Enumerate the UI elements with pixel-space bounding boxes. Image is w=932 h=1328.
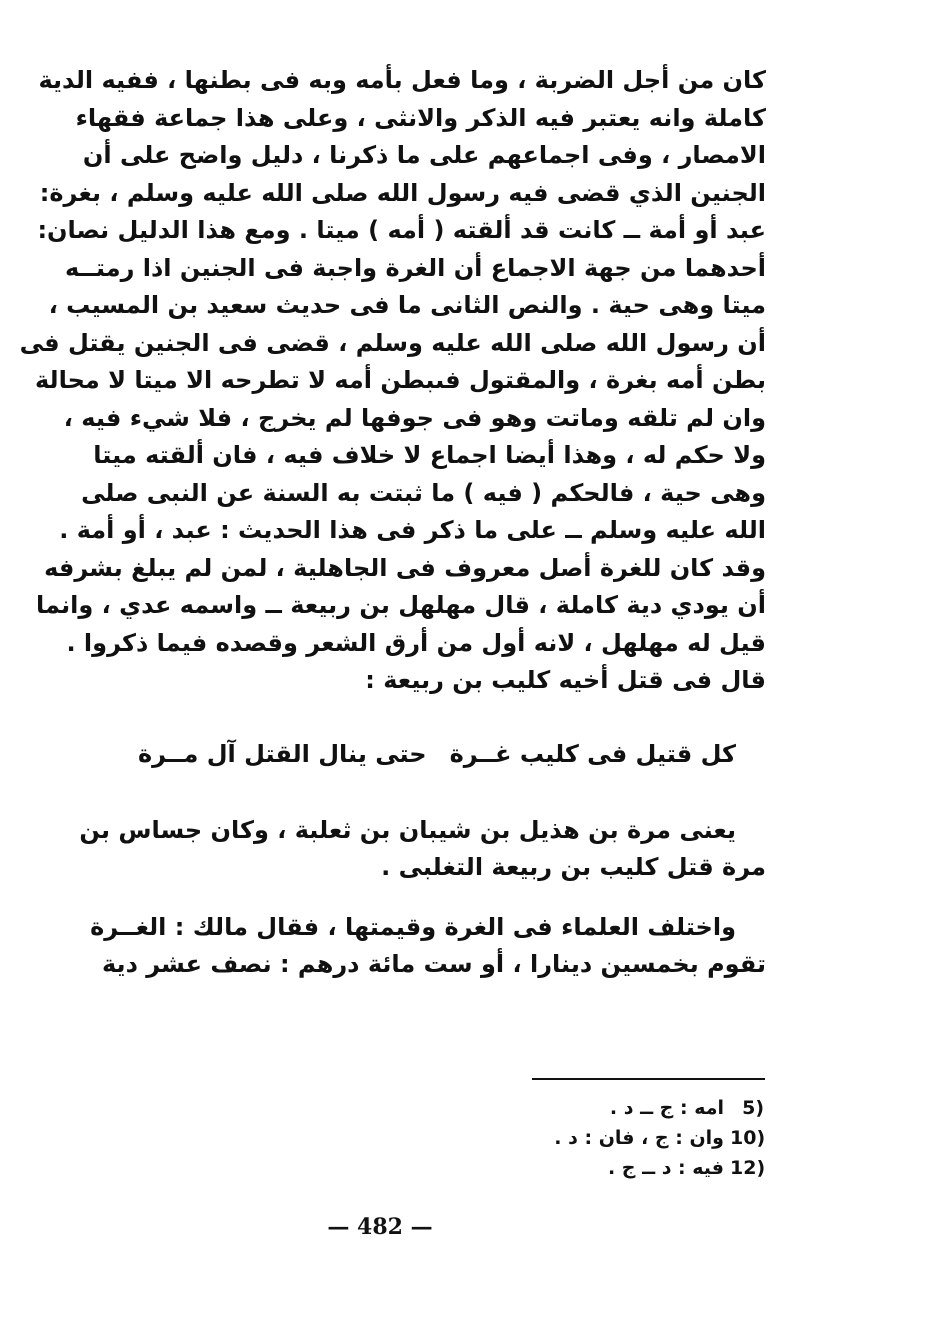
footnote-item bbox=[464, 1123, 764, 1153]
footnote-divider bbox=[532, 1078, 765, 1080]
text-line: الجنين الذي قضى فيه رسول الله صلى الله عليه وسلم ، بغرة: bbox=[39, 178, 766, 207]
text-line: أحدهما من جهة الاجماع أن الغرة واجبة فى الجنين اذا رمتــه bbox=[64, 253, 766, 282]
text-line: أن يودي دية كاملة ، قال مهلهل بن ربيعة ــ واسمه عدي ، وانما bbox=[36, 591, 766, 619]
text-line: وقد كان للغرة أصل معروف فى الجاهلية ، لمن لم يبلغ بشرفه bbox=[44, 553, 766, 582]
text-line: قال فى قتل أخيه كليب بن ربيعة : bbox=[365, 666, 766, 694]
text-line: الامصار ، وفى اجماعهم على ما ذكرنا ، دليل واضح على أن bbox=[82, 141, 766, 169]
text-line: كاملة وانه يعتبر فيه الذكر والانثى ، وعلى هذا جماعة فقهاء bbox=[75, 103, 766, 132]
text-line: وهى حية ، فالحكم ( فيه ) ما ثبتت به السنة عن النبى صلى bbox=[81, 478, 766, 507]
text-line: مرة قتل كليب بن ربيعة التغلبى . bbox=[381, 853, 766, 881]
footnote-text: فيه : د ــ ج . bbox=[607, 1157, 724, 1179]
text-line: قيل له مهلهل ، لانه أول من أرق الشعر وقصده فيما ذكروا . bbox=[66, 628, 766, 657]
text-line: يعنى مرة بن هذيل بن شيبان بن ثعلبة ، وكان جساس بن bbox=[79, 815, 736, 844]
text-line: أن رسول الله صلى الله عليه وسلم ، قضى فى الجنين يقتل فى bbox=[19, 328, 766, 357]
text-line: بطن أمه بغرة ، والمقتول فىبطن أمه لا تطرحه الا ميتا لا محالة bbox=[35, 366, 766, 394]
text-line: ميتا وهى حية . والنص الثانى ما فى حديث سعيد بن المسيب ، bbox=[48, 291, 766, 319]
verse-hemistich-second: حتى ينال القتل آل مــرة bbox=[138, 739, 427, 768]
verse-hemistich-first: كل قتيل فى كليب غــرة bbox=[449, 739, 736, 768]
text-line: عبد أو أمة ــ كانت قد ألقته ( أمه ) ميتا . ومع هذا الدليل نصان: bbox=[37, 216, 766, 244]
footnote-number: 10) bbox=[730, 1127, 766, 1149]
poetry-verse bbox=[108, 734, 766, 774]
footnote-number: 5) bbox=[742, 1097, 764, 1119]
page-number: — 482 — bbox=[327, 1214, 433, 1240]
footnote-number: 12) bbox=[730, 1157, 766, 1179]
footnotes bbox=[464, 1093, 764, 1183]
text-line: ولا حكم له ، وهذا أيضا اجماع لا خلاف فيه ، فان ألقته ميتا bbox=[93, 441, 766, 469]
text-line: تقوم بخمسين دينارا ، أو ست مائة درهم : نصف عشر دية bbox=[102, 950, 766, 978]
footnote-text: وان : ج ، فان : د . bbox=[554, 1127, 724, 1149]
footnote-item bbox=[464, 1093, 764, 1123]
text-line: واختلف العلماء فى الغرة وقيمتها ، فقال مالك : الغــرة bbox=[90, 912, 736, 941]
footnote-text: امه : ج ــ د . bbox=[609, 1097, 724, 1119]
page-body bbox=[19, 62, 766, 984]
footnote-item bbox=[464, 1153, 764, 1183]
text-line: كان من أجل الضربة ، وما فعل بأمه وبه فى بطنها ، ففيه الدية bbox=[38, 66, 766, 94]
text-line: وان لم تلقه وماتت وهو فى جوفها لم يخرج ، فلا شيء فيه ، bbox=[63, 403, 766, 432]
text-line: الله عليه وسلم ــ على ما ذكر فى هذا الحديث : عبد ، أو أمة . bbox=[59, 516, 766, 544]
